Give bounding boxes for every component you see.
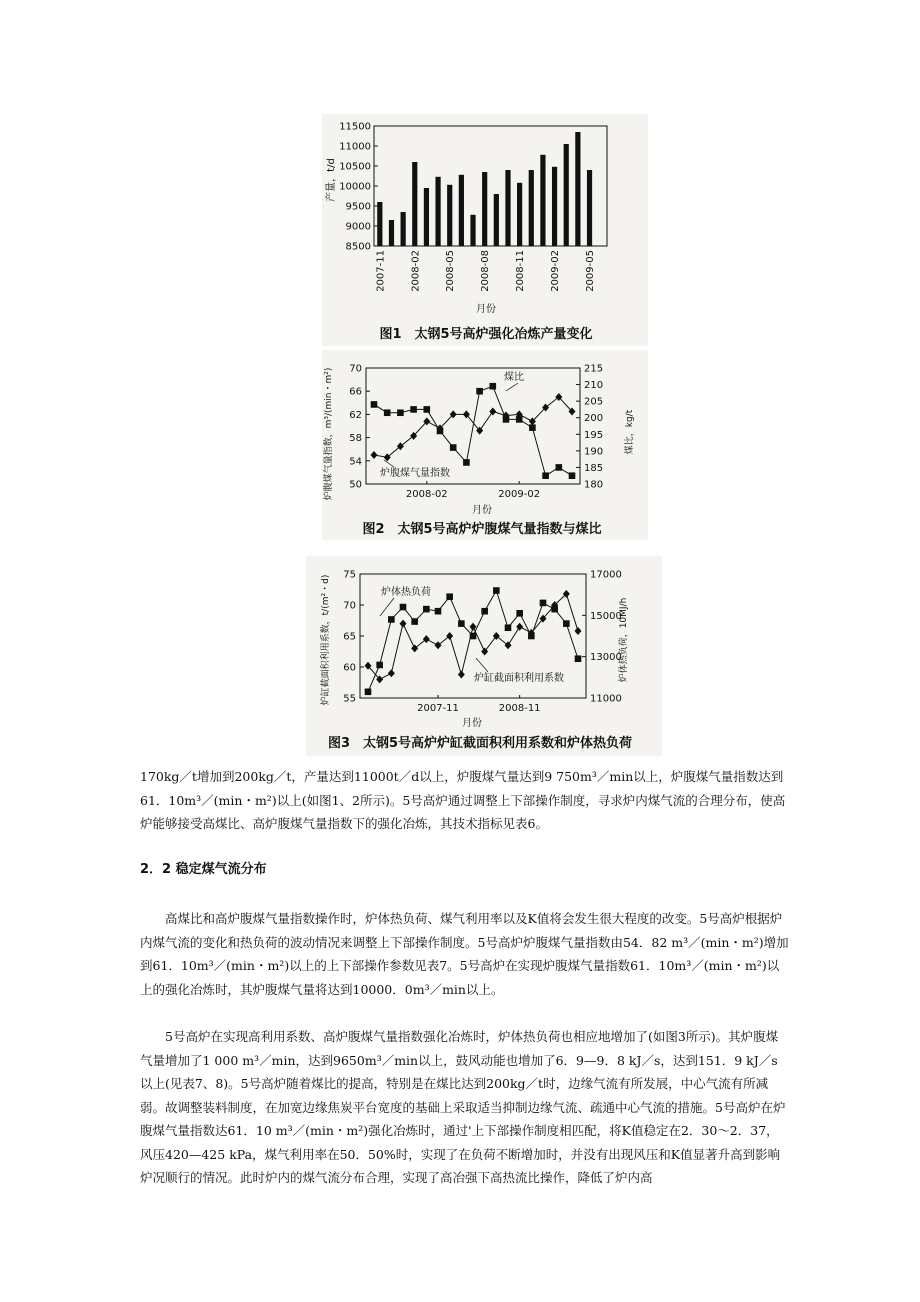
figure-3-series-0-point-10 [481, 608, 488, 615]
figure-3-ylabel-left: 炉缸截面积利用系数，t/(m²・d) [321, 574, 331, 706]
figure-2-xlabel: 月份 [472, 505, 492, 516]
figure-2-ytick-right-label-6: 210 [584, 380, 604, 392]
figure-3-series-1-point-7 [446, 632, 453, 640]
figure-2-series-0-point-8 [476, 388, 483, 395]
figure-1-bar-2008-09 [494, 194, 499, 246]
figure-2 [322, 350, 648, 540]
figure-2-ylabel-left: 炉腹煤气量指数，m³/(min・m²) [324, 367, 334, 501]
figure-3-series-0-point-18 [575, 655, 582, 662]
figure-1 [322, 114, 648, 346]
figure-3-xtick-label-0: 2007-11 [417, 703, 459, 714]
figure-3-ytick-left-label-1: 60 [343, 662, 356, 674]
figure-3-series-0-point-11 [493, 587, 500, 594]
figure-3-series-0-point-3 [400, 604, 407, 611]
figure-3-series-1-point-5 [423, 635, 430, 643]
figure-2-series-0-point-4 [424, 406, 431, 413]
figure-2-series-0-point-3 [410, 406, 417, 413]
figure-1-xtick-label-6: 2009-05 [585, 250, 597, 292]
figure-1-svg [322, 114, 648, 346]
figure-3-series-0-point-12 [505, 624, 512, 631]
figure-1-ytick-label-5: 11000 [339, 141, 371, 153]
figure-2-series-0-point-6 [450, 444, 457, 451]
figure-2-ytick-left-label-2: 58 [349, 433, 362, 445]
figure-3-ytick-right-label-1: 13000 [590, 652, 622, 664]
figure-1-xlabel: 月份 [476, 304, 496, 315]
figure-1-bar-2008-06 [459, 175, 464, 246]
paragraph-2-text: 高煤比和高炉腹煤气量指数操作时，炉体热负荷、煤气利用率以及K值将会发生很大程度的改变。5号高炉根据炉内煤气流的变化和热负荷的波动情况来调整上下部操作制度。5号高炉炉腹煤气量指数由54．82 m³／(min・m²)增加到61．10m³／(min・m²)以上的上下部操作参数见表7。5号高炉在实现炉腹煤气量指数61．10m³／(min・m²)以上的强化冶炼时，其炉腹煤气量将达到10000．0m³／min以上。 [140, 911, 789, 997]
figure-2-series-0-point-7 [463, 459, 470, 466]
figure-3-ytick-left-label-4: 75 [343, 569, 356, 581]
figure-3-series-0-point-7 [446, 593, 453, 600]
figure-3-ytick-right-label-3: 17000 [590, 569, 622, 581]
figure-1-bar-2008-10 [505, 170, 510, 246]
figure-2-legend-coal-ratio: 煤比 [504, 372, 524, 383]
figure-1-bar-2008-07 [470, 215, 475, 246]
figure-1-xtick-label-0: 2007-11 [375, 250, 387, 292]
figure-2-legend-coal-ratio-leader [506, 383, 518, 391]
figure-1-bar-2007-11 [377, 202, 382, 246]
figure-1-bar-2009-01 [540, 155, 545, 246]
figure-3-series-1-point-12 [505, 641, 512, 649]
figure-3-series-1-point-18 [575, 627, 582, 635]
figure-2-ytick-right-label-5: 205 [584, 396, 604, 408]
figure-2-ytick-right-label-3: 195 [584, 429, 604, 441]
figure-1-bar-2008-04 [435, 177, 440, 246]
figure-3-series-0-point-15 [540, 600, 547, 607]
paragraph-3 [140, 1025, 790, 1190]
figure-2-caption: 图2 太钢5号高炉炉腹煤气量指数与煤比 [362, 522, 602, 537]
figure-2-ytick-left-label-1: 54 [349, 456, 362, 468]
figure-1-bar-2008-11 [517, 183, 522, 246]
figure-1-xtick-label-3: 2008-08 [480, 250, 492, 292]
figure-2-series-0-point-15 [569, 472, 576, 479]
figure-1-ytick-label-0: 8500 [345, 241, 371, 253]
figure-2-xtick-label-0: 2008-02 [405, 489, 448, 500]
figure-3-legend-utilization-leader [476, 658, 488, 672]
figure-1-bar-2008-02 [412, 162, 417, 246]
figure-1-xtick-label-5: 2009-02 [550, 250, 562, 292]
figure-1-bar-2008-08 [482, 172, 487, 246]
figure-3-xlabel: 月份 [462, 718, 482, 729]
figure-3-series-1-point-13 [516, 623, 523, 631]
figure-3 [306, 556, 662, 756]
figure-2-series-0-point-14 [556, 464, 563, 471]
figure-3-series-0-point-6 [435, 608, 442, 615]
figure-3-legend-utilization: 炉缸截面积利用系数 [474, 673, 564, 684]
figure-2-series-1-point-2 [397, 442, 404, 450]
figure-2-ytick-left-label-4: 66 [349, 386, 362, 398]
figure-1-bar-2008-01 [401, 212, 406, 246]
section-heading: 2．2 稳定煤气流分布 [140, 862, 267, 877]
figure-3-xtick-label-1: 2008-11 [498, 703, 541, 714]
figure-3-series-1-point-4 [411, 644, 418, 652]
figure-2-ytick-right-label-2: 190 [584, 446, 604, 458]
figure-3-series-0-point-1 [376, 662, 383, 669]
figure-1-caption: 图1 太钢5号高炉强化冶炼产量变化 [379, 327, 593, 342]
paragraph-3-text: 5号高炉在实现高利用系数、高炉腹煤气量指数强化冶炼时，炉体热负荷也相应地增加了(如图3所示)。其炉腹煤气量增加了1 000 m³／min，达到9650m³／min以上，鼓风动能也增加了6．9—9．8 kJ／s，达到151．9 kJ／s以上(见表7、8)。5号高炉随着煤比的提高，特别是在煤比达到200kg／t时，边缘气流有所发展，中心气流有所减弱。故调整装料制度，在加宽边缘焦炭平台宽度的基础上采取适当抑制边缘气流、疏通中心气流的措施。5号高炉在炉腹煤气量指数达61．10 m³／(min・m²)强化冶炼时，通过'上下部操作制度相匹配，将K值稳定在2．30～2．37，风压420—425 kPa，煤气利用率在50．50%时，实现了在负荷不断增加时，并没有出现风压和K值显著升高到影响炉况顺行的情况。此时炉内的煤气流分布合理，实现了高冶强下高热流比操作，降低了炉内高 [140, 1029, 786, 1185]
figure-3-ytick-left-label-2: 65 [343, 631, 356, 643]
figure-3-series-0-point-0 [365, 689, 372, 696]
figure-1-xtick-label-4: 2008-11 [515, 250, 527, 292]
figure-3-series-0-point-5 [423, 606, 430, 613]
figure-2-series-0-point-0 [371, 401, 378, 408]
figure-3-series-0-point-13 [516, 610, 523, 617]
figure-3-series-1-point-2 [388, 669, 395, 677]
figure-1-bar-2009-02 [552, 167, 557, 246]
figure-3-ytick-left-label-0: 55 [343, 693, 356, 705]
figure-3-series-1-point-9 [470, 623, 477, 631]
figure-1-bar-2008-03 [424, 188, 429, 246]
figure-2-ytick-right-label-0: 180 [584, 479, 604, 491]
figure-2-series-0-point-1 [384, 409, 391, 416]
figure-1-bar-2009-05 [587, 170, 592, 246]
figure-2-legend-bosh-gas: 炉腹煤气量指数 [380, 468, 450, 479]
figure-1-bar-2009-03 [564, 144, 569, 246]
paragraph-1 [140, 765, 790, 836]
figure-2-ytick-left-label-5: 70 [349, 363, 362, 375]
figure-3-series-0-point-8 [458, 620, 465, 627]
figure-3-ylabel-right: 炉体热负荷，10MJ/h [619, 597, 629, 683]
figure-1-ytick-label-4: 10500 [339, 161, 371, 173]
figure-2-ylabel-right: 煤比，kg/t [625, 409, 635, 455]
figure-2-ytick-right-label-7: 215 [584, 363, 604, 375]
figure-3-series-1-point-3 [400, 620, 407, 628]
figure-1-ytick-label-3: 10000 [339, 181, 371, 193]
figure-2-xtick-label-1: 2009-02 [498, 489, 541, 500]
figure-2-svg [322, 350, 648, 540]
figure-2-ytick-left-label-0: 50 [349, 479, 362, 491]
figure-3-ytick-left-label-3: 70 [343, 600, 356, 612]
figure-3-svg [306, 556, 662, 756]
figure-1-bar-2008-05 [447, 185, 452, 246]
figure-2-series-1-point-0 [371, 451, 378, 459]
figure-2-ytick-left-label-3: 62 [349, 409, 362, 421]
figure-3-ytick-right-label-0: 11000 [590, 693, 622, 705]
figure-2-series-0-point-9 [490, 383, 497, 390]
figure-2-ytick-right-label-1: 185 [584, 462, 604, 474]
figure-2-series-0-line [374, 386, 572, 475]
figure-1-bar-2008-12 [529, 170, 534, 246]
figure-3-series-1-point-6 [435, 641, 442, 649]
figure-3-series-0-point-17 [563, 620, 570, 627]
figure-3-legend-heat-load-leader [380, 598, 394, 616]
figure-2-legend-bosh-gas-leader [384, 460, 394, 467]
figure-1-ytick-label-1: 9000 [345, 221, 371, 233]
figure-3-series-1-point-8 [458, 670, 465, 678]
figure-2-ytick-right-label-4: 200 [584, 413, 604, 425]
figure-3-ytick-right-label-2: 15000 [590, 610, 622, 622]
figure-3-series-0-point-4 [411, 618, 418, 625]
paragraph-2 [140, 907, 790, 1001]
figure-3-caption: 图3 太钢5号高炉炉缸截面积利用系数和炉体热负荷 [327, 736, 633, 751]
figure-1-xtick-label-1: 2008-02 [410, 250, 422, 292]
figure-1-bar-2007-12 [389, 220, 394, 246]
figure-1-plot-frame [374, 126, 607, 246]
paragraph-1-text: 170kg／t增加到200kg／t，产量达到11000t／d以上，炉腹煤气量达到9 750m³／min以上，炉腹煤气量指数达到61．10m³／(min・m²)以上(如图1、2所示)。5号高炉通过调整上下部操作制度，寻求炉内煤气流的合理分布，使高炉能够接受高煤比、高炉腹煤气量指数下的强化冶炼，其技术指标见表6。 [140, 769, 786, 831]
figure-3-legend-heat-load: 炉体热负荷 [381, 587, 431, 598]
figure-2-series-0-point-13 [542, 472, 549, 479]
figure-3-series-0-point-2 [388, 616, 395, 623]
figure-2-series-0-point-2 [397, 409, 404, 416]
figure-1-ylabel: 产量，t/d [326, 158, 337, 202]
figure-1-ytick-label-6: 11500 [339, 121, 371, 133]
figure-1-ytick-label-2: 9500 [345, 201, 371, 213]
figure-1-bar-2009-04 [575, 132, 580, 246]
figure-1-xtick-label-2: 2008-05 [445, 250, 457, 292]
